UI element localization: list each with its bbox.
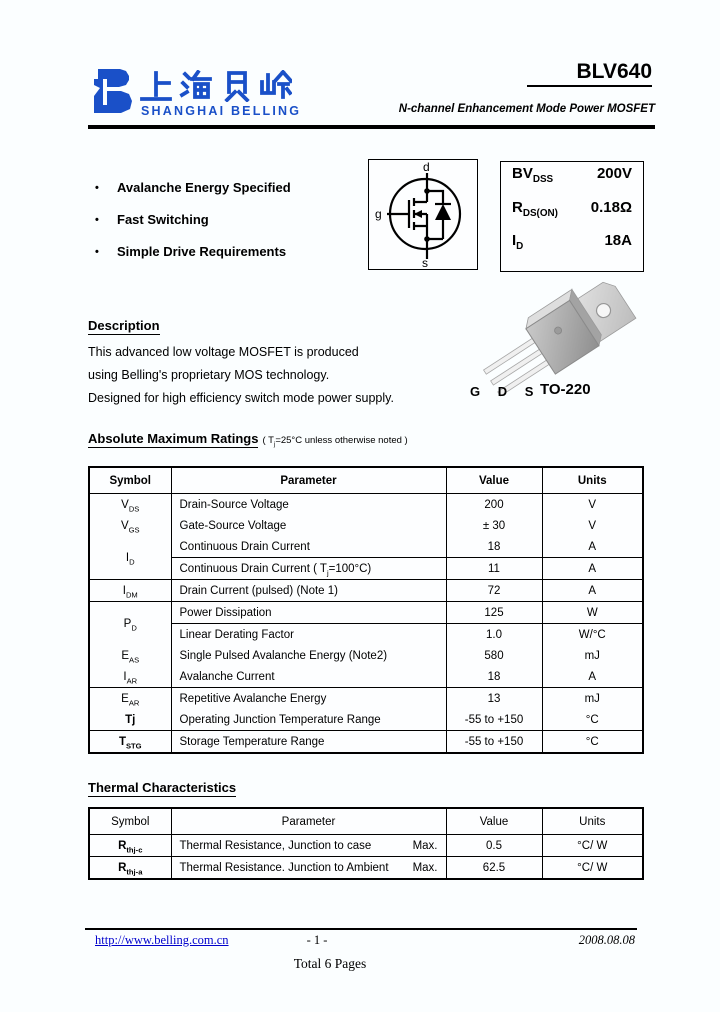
table-header-row [89, 808, 643, 835]
feature-text: Avalanche Energy Specified [117, 180, 291, 195]
units-cell: mJ [542, 645, 643, 666]
parameter-cell: Power Dissipation [171, 602, 446, 624]
column-header: Parameter [171, 467, 446, 494]
symbol-cell: $E_{AR}$ [89, 688, 171, 710]
bullet-icon: • [95, 181, 99, 194]
units-cell: °C [542, 731, 643, 754]
description-text [88, 341, 448, 410]
footer-link[interactable]: http://www.belling.com.cn [95, 933, 229, 947]
value-cell: -55 to +150 [446, 709, 542, 731]
column-header: Symbol [89, 467, 171, 494]
spec-symbol: $BV_{DSS}$ [512, 165, 554, 185]
symbol-cell: $R_{thj-c}$ [89, 835, 171, 857]
abs-max-heading-row [88, 430, 408, 448]
brand-name-english: SHANGHAI BELLING [141, 104, 302, 118]
units-cell: W [542, 602, 643, 624]
units-cell: V [542, 515, 643, 536]
max-label: Max. [412, 861, 438, 874]
spec-value: 18A [604, 232, 632, 249]
package-name: TO-220 [540, 381, 591, 398]
value-cell: 0.5 [446, 835, 542, 857]
spec-row [501, 199, 643, 233]
description-line: This advanced low voltage MOSFET is produced [88, 345, 359, 359]
parameter-cell: Single Pulsed Avalanche Energy (Note2) [171, 645, 446, 666]
units-cell: A [542, 558, 643, 580]
table-header-row [89, 467, 643, 494]
parameter-cell: Gate-Source Voltage [171, 515, 446, 536]
value-cell: 13 [446, 688, 542, 710]
spec-row [501, 165, 643, 199]
spec-value: 0.18Ω [590, 198, 632, 216]
parameter-cell: Linear Derating Factor [171, 624, 446, 646]
feature-text: Simple Drive Requirements [117, 244, 287, 259]
drain-label: d [423, 160, 430, 174]
feature-item [95, 244, 395, 259]
bullet-icon: • [95, 245, 99, 258]
symbol-cell: $V_{GS}$ [89, 515, 171, 536]
glyph-ling [262, 72, 291, 97]
column-header: Units [542, 467, 643, 494]
spec-symbol: $I_D$ [512, 232, 524, 252]
parameter-cell: Drain Current (pulsed) (Note 1) [171, 580, 446, 602]
table-row [89, 515, 643, 536]
value-cell: 72 [446, 580, 542, 602]
symbol-cell: $T_{STG}$ [89, 731, 171, 754]
feature-item [95, 180, 395, 195]
value-cell: 18 [446, 536, 542, 558]
parameter-cell: Repetitive Avalanche Energy [171, 688, 446, 710]
device-subtitle: N-channel Enhancement Mode Power MOSFET [398, 103, 655, 115]
parameter-cell: Continuous Drain Current ( $T_j=100^\circ C$) [171, 558, 446, 580]
units-cell: A [542, 580, 643, 602]
parameter-cell: Operating Junction Temperature Range [171, 709, 446, 731]
value-cell: -55 to +150 [446, 731, 542, 754]
bullet-icon: • [95, 213, 99, 226]
total-pages: Total 6 Pages [293, 956, 367, 971]
feature-text: Fast Switching [117, 212, 209, 227]
parameter-cell: Storage Temperature Range [171, 731, 446, 754]
value-cell: 1.0 [446, 624, 542, 646]
parameter-cell: Continuous Drain Current [171, 536, 446, 558]
symbol-cell: $E_{AS}$ [89, 645, 171, 666]
value-cell: 200 [446, 494, 542, 516]
belling-logo-icon [88, 66, 132, 116]
abs-max-table [88, 466, 644, 754]
table-row [89, 731, 643, 754]
description-line: using Belling's proprietary MOS technology. [88, 368, 330, 382]
units-cell: A [542, 666, 643, 688]
spec-symbol: $R_{DS(ON)}$ [512, 198, 558, 219]
value-cell: 580 [446, 645, 542, 666]
parameter-cell: Drain-Source Voltage [171, 494, 446, 516]
footer-rule [85, 928, 637, 930]
thermal-table [88, 807, 644, 880]
parameter-cell: Thermal Resistance, Junction to case Max. [171, 835, 446, 857]
value-cell: 125 [446, 602, 542, 624]
description-line: Designed for high efficiency switch mode power supply. [88, 391, 394, 405]
pin-labels: G D S [470, 384, 541, 399]
table-row [89, 602, 643, 624]
thermal-heading: Thermal Characteristics [88, 780, 237, 795]
symbol-cell: Tj [89, 709, 171, 731]
column-header: Units [542, 808, 643, 835]
header-rule [88, 125, 655, 129]
description-heading: Description [88, 318, 160, 333]
page-number: - 1 - [306, 933, 328, 947]
units-cell: A [542, 536, 643, 558]
source-label: s [422, 256, 428, 269]
symbol-cell: $V_{DS}$ [89, 494, 171, 516]
units-cell: mJ [542, 688, 643, 710]
units-cell: °C/ W [542, 857, 643, 880]
column-header: Value [446, 808, 542, 835]
key-specs-box [500, 161, 644, 272]
parameter-cell: Avalanche Current [171, 666, 446, 688]
glyph-bei [227, 73, 247, 100]
value-cell: 62.5 [446, 857, 542, 880]
table-row [89, 666, 643, 688]
column-header: Symbol [89, 808, 171, 835]
table-row [89, 835, 643, 857]
table-row [89, 645, 643, 666]
units-cell: °C [542, 709, 643, 731]
table-row [89, 558, 643, 580]
features-list [95, 180, 395, 276]
package-figure [452, 281, 652, 403]
gate-label: g [375, 207, 382, 221]
parameter-cell: Thermal Resistance. Junction to Ambient Max. [171, 857, 446, 880]
units-cell: W/°C [542, 624, 643, 646]
abs-max-heading: Absolute Maximum Ratings [88, 431, 259, 446]
table-row [89, 580, 643, 602]
max-label: Max. [412, 839, 438, 852]
symbol-cell: $P_D$ [89, 602, 171, 646]
value-cell: ± 30 [446, 515, 542, 536]
column-header: Parameter [171, 808, 446, 835]
feature-item [95, 212, 395, 227]
spec-row [501, 232, 643, 266]
symbol-cell: $I_{AR}$ [89, 666, 171, 688]
table-row [89, 688, 643, 710]
footer-date: 2008.08.08 [578, 933, 635, 947]
symbol-cell: $I_{DM}$ [89, 580, 171, 602]
units-cell: °C/ W [542, 835, 643, 857]
value-cell: 18 [446, 666, 542, 688]
mosfet-symbol-figure [368, 159, 478, 270]
brand-name-chinese [140, 70, 292, 107]
symbol-cell: $I_D$ [89, 536, 171, 580]
table-row [89, 624, 643, 646]
glyph-hai [182, 72, 210, 97]
table-row [89, 494, 643, 516]
glyph-shang [142, 73, 170, 99]
abs-max-condition: ( $T_j=25^\circ C$ unless otherwise noted ) [262, 435, 408, 448]
table-row [89, 857, 643, 880]
spec-value: 200V [596, 165, 632, 182]
value-cell: 11 [446, 558, 542, 580]
part-number: BLV640 [527, 60, 652, 87]
column-header: Value [446, 467, 542, 494]
table-row [89, 536, 643, 558]
symbol-cell: $R_{thj-a}$ [89, 857, 171, 880]
table-row [89, 709, 643, 731]
units-cell: V [542, 494, 643, 516]
